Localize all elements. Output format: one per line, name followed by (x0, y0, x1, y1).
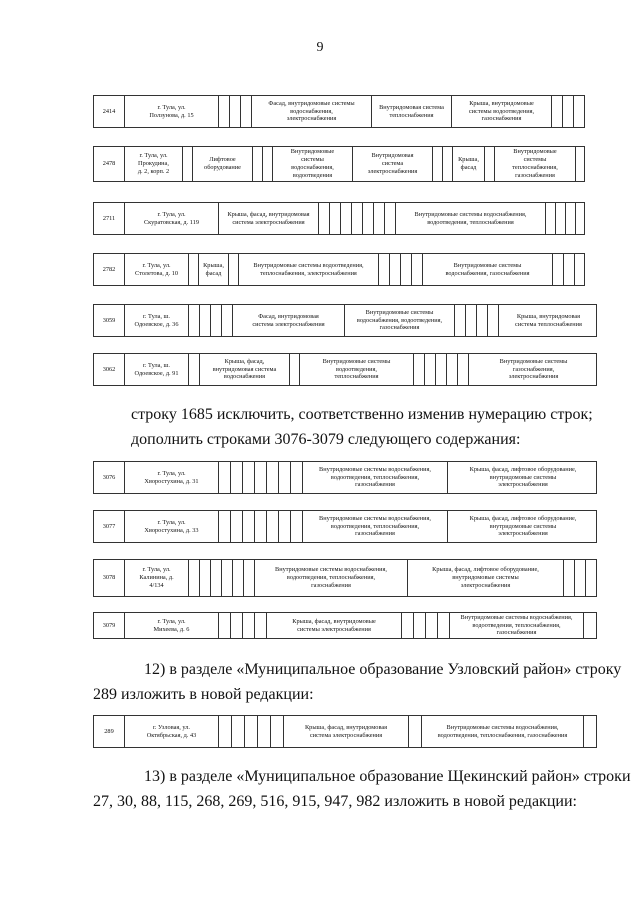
empty-cell (219, 96, 230, 127)
work-cell: Внутридомовые системы водоснабжения, водоотведения (273, 147, 353, 181)
empty-cell (243, 511, 255, 542)
empty-cell (241, 96, 252, 127)
row-number-cell: 3062 (94, 354, 125, 385)
empty-cell (222, 305, 233, 336)
empty-cell (390, 254, 401, 285)
empty-cell (488, 305, 499, 336)
empty-cell (243, 462, 255, 493)
empty-cell (552, 96, 563, 127)
paragraph-line: 12) в разделе «Муниципальное образование Узловский район» строку (144, 661, 622, 678)
empty-cell (267, 462, 279, 493)
row-number-cell: 2478 (94, 147, 125, 181)
work-cell: Внутридомовые системы водоснабжения, водоотведения, теплоснабжения, газоснабжения (303, 511, 448, 542)
empty-cell (231, 613, 243, 638)
empty-cell (426, 613, 438, 638)
paragraph-line: дополнить строками 3076-3079 следующего содержания: (131, 431, 521, 448)
empty-cell (231, 511, 243, 542)
work-cell: Фасад, внутридомовая система электроснабжения (233, 305, 345, 336)
empty-cell (279, 462, 291, 493)
empty-cell (458, 354, 469, 385)
empty-cell (219, 613, 231, 638)
empty-cell (556, 203, 566, 234)
empty-cell (414, 613, 426, 638)
work-cell: Внутридомовые системы водоснабжения, водоотведения, теплоснабжения (396, 203, 546, 234)
work-cell: Крыша, внутридомовая система теплоснабжения (515, 312, 582, 328)
empty-cell (566, 203, 576, 234)
empty-cell (245, 716, 258, 747)
empty-cell (576, 203, 586, 234)
work-cell: Крыша, фасад, лифтовое оборудование, внутридомовые системы электроснабжения (469, 514, 577, 538)
work-cell: Внутридомовые системы водоотведения, теплоснабжения, электроснабжения (239, 254, 379, 285)
empty-cell (436, 354, 447, 385)
empty-cell (229, 254, 239, 285)
address-cell: г. Тула, ш. Одоевское, д. 36 (125, 305, 189, 336)
empty-cell (363, 203, 374, 234)
empty-cell (189, 305, 200, 336)
empty-cell (291, 511, 303, 542)
empty-cell (584, 716, 598, 747)
empty-cell (230, 96, 241, 127)
empty-cell (255, 462, 267, 493)
row-number-cell: 3079 (94, 613, 125, 638)
empty-cell (279, 511, 291, 542)
empty-cell (477, 305, 488, 336)
work-cell: Внутридомовые системы водоснабжения, водоотведения, теплоснабжения, газоснабжения (450, 613, 584, 638)
work-cell: Крыша, фасад, внутридомовая система электроснабжения (219, 203, 319, 234)
empty-cell (447, 354, 458, 385)
empty-cell (189, 254, 199, 285)
empty-cell (553, 254, 564, 285)
empty-cell (586, 560, 598, 596)
table-row (93, 253, 585, 286)
empty-cell (564, 254, 575, 285)
paragraph-line: строку 1685 исключить, соответственно изменив нумерацию строк; (131, 406, 593, 423)
empty-cell (574, 96, 586, 127)
empty-cell (233, 560, 244, 596)
work-cell: Крыша, фасад, внутридомовые системы электроснабжения (267, 613, 402, 638)
empty-cell (385, 203, 396, 234)
empty-cell (352, 203, 363, 234)
address-cell: г. Тула, ул. Хворостухина, д. 31 (125, 462, 219, 493)
table-row (93, 715, 597, 748)
empty-cell (414, 354, 425, 385)
empty-cell (253, 147, 263, 181)
empty-cell (443, 147, 453, 181)
empty-cell (584, 613, 598, 638)
table-row (93, 304, 597, 337)
table-row (93, 202, 585, 235)
work-cell: Внутридомовые системы водоснабжения, водоотведения, теплоснабжения, газоснабжения (255, 560, 408, 596)
table-row (93, 559, 597, 597)
empty-cell (263, 147, 273, 181)
empty-cell (485, 147, 495, 181)
empty-cell (255, 511, 267, 542)
empty-cell (563, 96, 574, 127)
table-row (93, 510, 597, 543)
empty-cell (219, 716, 232, 747)
work-cell: Внутридомовая система электроснабжения (353, 147, 433, 181)
address-cell: г. Тула, ул. Ползунова, д. 15 (125, 96, 219, 127)
row-number-cell: 3059 (94, 305, 125, 336)
work-cell: Крыша, внутридомовые системы водоотведения, газоснабжения (452, 96, 552, 127)
page-number: 9 (316, 40, 324, 55)
address-cell: г. Тула, ул. Столетова, д. 10 (125, 254, 189, 285)
row-number-cell: 3078 (94, 560, 125, 596)
empty-cell (409, 716, 422, 747)
empty-cell (412, 254, 423, 285)
address-cell: г. Тула, ул. Прокудина, д. 2, корп. 2 (125, 147, 183, 181)
empty-cell (564, 560, 575, 596)
empty-cell (211, 305, 222, 336)
work-cell: Внутридомовые системы водоотведения, теплоснабжения (300, 354, 414, 385)
empty-cell (244, 560, 255, 596)
work-cell: Крыша, фасад, лифтовое оборудование, внутридомовые системы электроснабжения (408, 560, 564, 596)
empty-cell (433, 147, 443, 181)
empty-cell (330, 203, 341, 234)
address-cell: г. Узловая, ул. Октябрьская, д. 43 (125, 716, 219, 747)
paragraph-line: 27, 30, 88, 115, 268, 269, 516, 915, 947, 982 изложить в новой редакции: (93, 793, 577, 810)
row-number-cell: 3076 (94, 462, 125, 493)
work-cell: Крыша, фасад, внутридомовая система электроснабжения (284, 716, 409, 747)
empty-cell (189, 560, 200, 596)
work-cell: Внутридомовые системы водоснабжения, газоснабжения (423, 254, 553, 285)
empty-cell (576, 147, 586, 181)
work-cell: Фасад, внутридомовые системы водоснабжения, электроснабжения (252, 96, 372, 127)
empty-cell (222, 560, 233, 596)
work-cell: Крыша, фасад (453, 147, 485, 181)
empty-cell (546, 203, 556, 234)
empty-cell (575, 560, 586, 596)
empty-cell (231, 462, 243, 493)
row-number-cell: 2782 (94, 254, 125, 285)
empty-cell (402, 613, 414, 638)
table-row (93, 146, 585, 182)
empty-cell (267, 511, 279, 542)
empty-cell (319, 203, 330, 234)
empty-cell (243, 613, 255, 638)
empty-cell (189, 354, 200, 385)
empty-cell (374, 203, 385, 234)
table-row (93, 461, 597, 494)
work-cell: Крыша, фасад, внутридомовая система водоснабжения (200, 354, 290, 385)
empty-cell (200, 305, 211, 336)
table-row (93, 612, 597, 639)
address-cell: г. Тула, ул. Калинина, д. 4/134 (125, 560, 189, 596)
empty-cell (271, 716, 284, 747)
work-cell: Внутридомовые системы водоснабжения, водоотведения, газоснабжения (345, 305, 455, 336)
empty-cell (575, 254, 586, 285)
table-row (93, 95, 585, 128)
work-cell: Лифтовое оборудование (193, 147, 253, 181)
empty-cell (211, 560, 222, 596)
work-cell: Внутридомовые системы теплоснабжения, газоснабжения (495, 147, 576, 181)
row-number-cell: 2711 (94, 203, 125, 234)
empty-cell (438, 613, 450, 638)
table-row (93, 353, 597, 386)
work-cell: Внутридомовые системы водоснабжения, водоотведения, теплоснабжения, газоснабжения (422, 716, 584, 747)
address-cell: г. Тула, ш. Одоевское, д. 91 (125, 354, 189, 385)
row-number-cell: 289 (94, 716, 125, 747)
work-cell: Внутридомовые системы водоснабжения, водоотведения, теплоснабжения, газоснабжения (303, 462, 448, 493)
address-cell: г. Тула, ул. Скуратовская, д. 119 (125, 203, 219, 234)
paragraph-line: 289 изложить в новой редакции: (93, 686, 314, 703)
empty-cell (200, 560, 211, 596)
empty-cell (219, 511, 231, 542)
paragraph-line: 13) в разделе «Муниципальное образование Щекинский район» строки (144, 768, 631, 785)
empty-cell (183, 147, 193, 181)
empty-cell (290, 354, 300, 385)
empty-cell (232, 716, 245, 747)
work-cell: Крыша, фасад (199, 254, 229, 285)
work-cell: Внутридомовая система теплоснабжения (372, 96, 452, 127)
empty-cell (258, 716, 271, 747)
empty-cell (255, 613, 267, 638)
row-number-cell: 2414 (94, 96, 125, 127)
row-number-cell: 3077 (94, 511, 125, 542)
empty-cell (425, 354, 436, 385)
empty-cell (219, 462, 231, 493)
empty-cell (455, 305, 466, 336)
work-cell: Крыша, фасад, лифтовое оборудование, внутридомовые системы электроснабжения (469, 465, 577, 489)
work-cell: Внутридомовые системы газоснабжения, электроснабжения (499, 357, 568, 381)
empty-cell (341, 203, 352, 234)
address-cell: г. Тула, ул. Хворостухина, д. 33 (125, 511, 219, 542)
address-cell: г. Тула, ул. Михеева, д. 6 (125, 613, 219, 638)
empty-cell (379, 254, 390, 285)
empty-cell (291, 462, 303, 493)
empty-cell (401, 254, 412, 285)
empty-cell (466, 305, 477, 336)
